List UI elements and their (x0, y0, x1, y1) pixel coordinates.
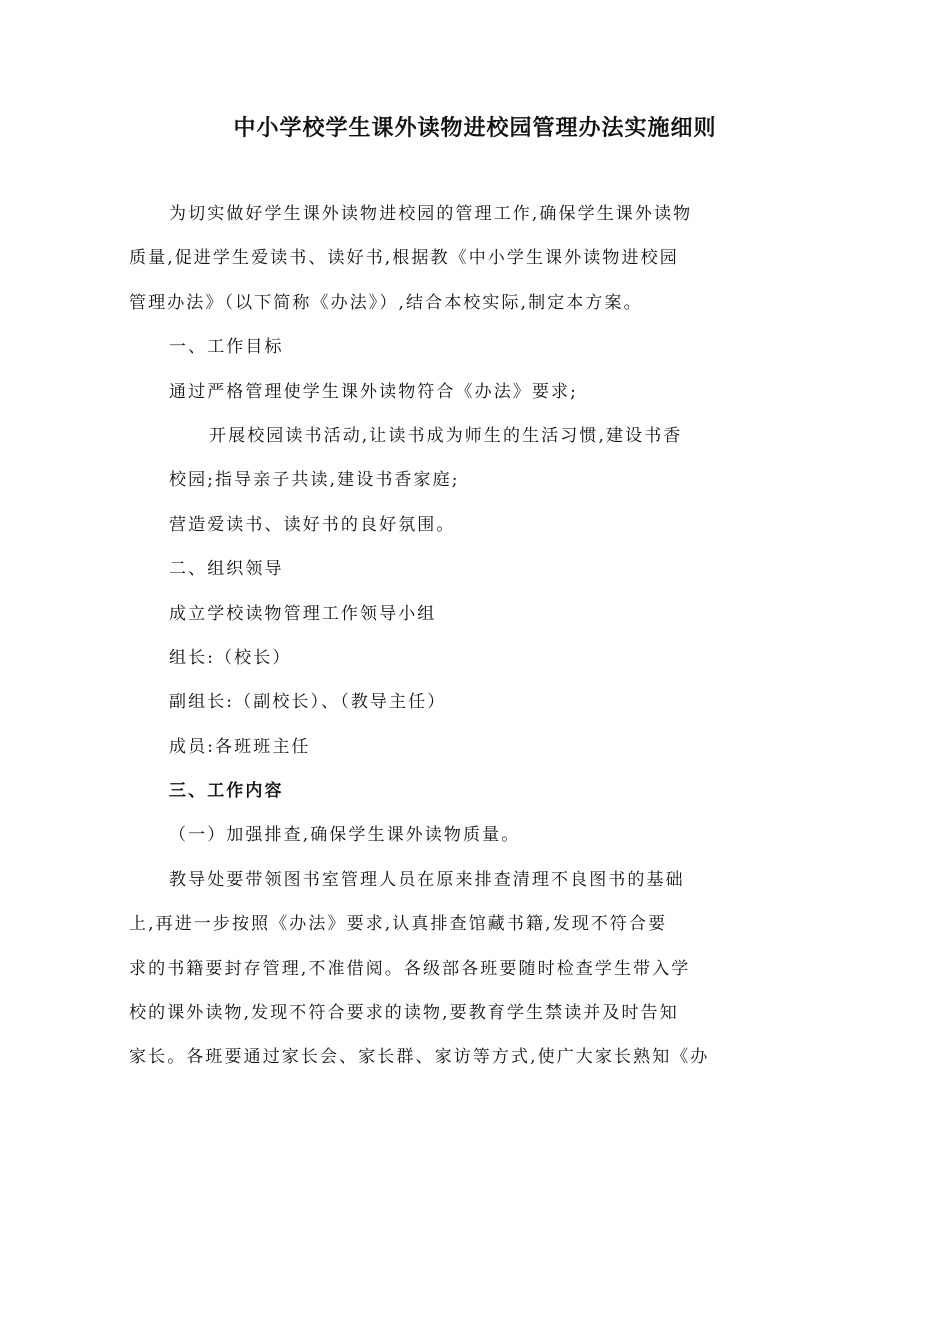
section-heading: 二、组织领导 (169, 559, 284, 580)
subsection-heading: （一）加强排查,确保学生课外读物质量。 (169, 825, 521, 846)
paragraph-line: 副组长:（副校长）、（教导主任） (169, 692, 447, 713)
paragraph-line: 成立学校读物管理工作领导小组 (169, 603, 437, 624)
paragraph-line: 管理办法》（以下简称《办法》）,结合本校实际,制定本方案。 (129, 292, 643, 313)
paragraph-line: 求的书籍要封存管理,不准借阅。各级部各班要随时检查学生带入学 (129, 958, 691, 979)
paragraph-line: 校的课外读物,发现不符合要求的读物,要教育学生禁读并及时告知 (129, 1003, 679, 1024)
paragraph-line: 为切实做好学生课外读物进校园的管理工作,确保学生课外读物 (169, 204, 693, 224)
section-heading: 三、工作内容 (169, 781, 284, 802)
document-body (129, 198, 719, 1086)
paragraph-line: 组长:（校长） (169, 647, 292, 668)
paragraph-line: 通过严格管理使学生课外读物符合《办法》要求; (169, 381, 578, 402)
paragraph-line: 校园;指导亲子共读,建设书香家庭; (169, 470, 460, 491)
paragraph-line: 质量,促进学生爱读书、读好书,根据教《中小学生课外读物进校园 (129, 248, 679, 269)
paragraph-line: 教导处要带领图书室管理人员在原来排查清理不良图书的基础 (169, 869, 685, 890)
document-title: 中小学校学生课外读物进校园管理办法实施细则 (233, 115, 717, 141)
section-heading: 一、工作目标 (169, 337, 284, 358)
paragraph-line: 开展校园读书活动,让读书成为师生的生活习惯,建设书香 (209, 425, 683, 446)
paragraph-line: 家长。各班要通过家长会、家长群、家访等方式,使广大家长熟知《办 (129, 1047, 710, 1068)
paragraph-line: 成员:各班班主任 (169, 736, 311, 757)
paragraph-line: 营造爱读书、读好书的良好氛围。 (169, 514, 456, 535)
paragraph-line: 上,再进一步按照《办法》要求,认真排查馆藏书籍,发现不符合要 (129, 914, 668, 935)
